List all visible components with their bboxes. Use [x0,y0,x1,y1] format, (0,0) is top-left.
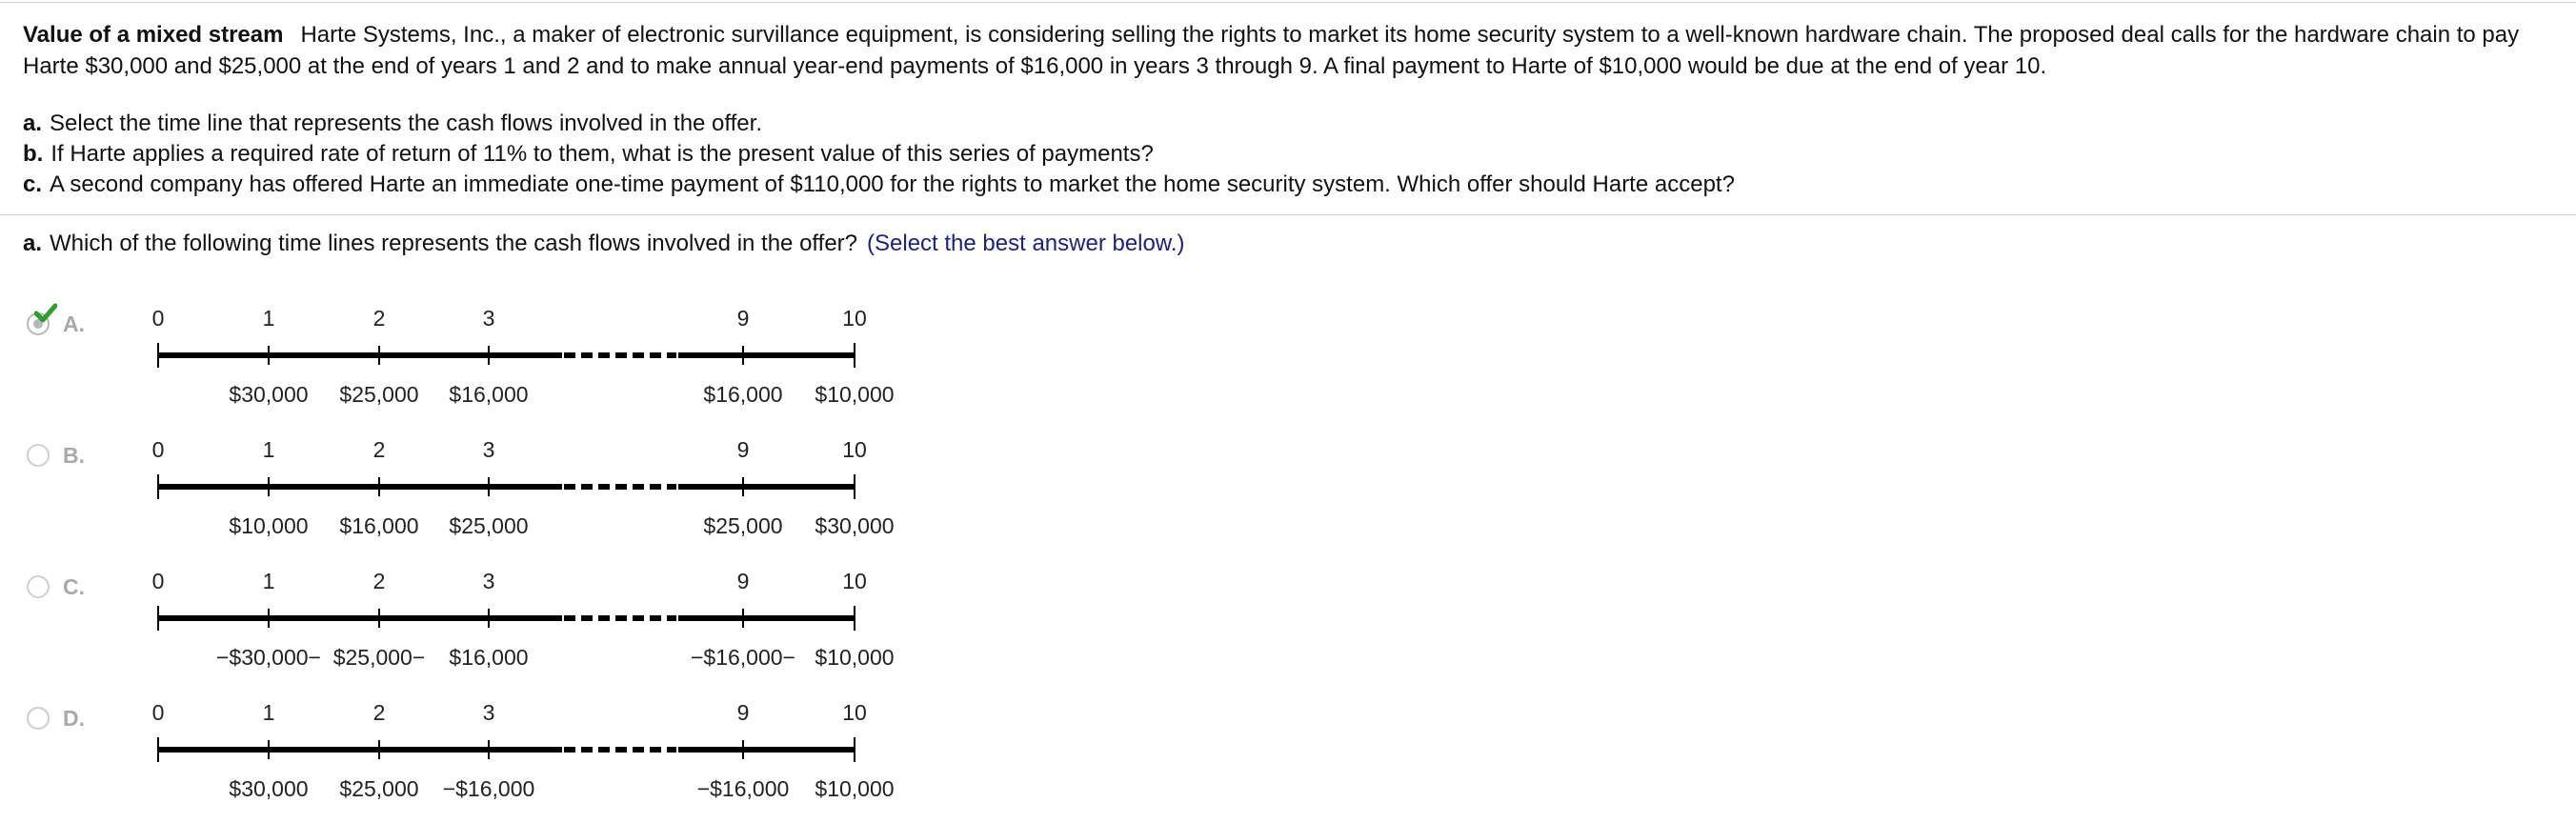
year-label: 2 [372,700,386,725]
part-b [23,139,1735,170]
cash-flow-label: $30,000 [229,382,309,407]
part-a-label: a. [23,110,43,136]
part-b-text: If Harte applies a required rate of return of 11% to them, what is the present value of this series of payments? [50,141,1154,167]
problem-intro: Harte Systems, Inc., a maker of electronic survillance equipment, is considering selling the rights to market its home security system to a well-known hardware chain. The proposed deal calls for the hardware chain to pay Harte $30,000 and $25,000 at the end of years 1 and 2 and to make annual year-end payments of $16,000 in years 3 through 9. A final payment to Harte of $10,000 would be due at the end of year 10. [23,22,2520,79]
cash-flow-label: $30,000 [815,513,895,538]
cash-flow-label: $16,000 [339,513,419,538]
option-a[interactable] [0,297,953,429]
option-label: C. [63,574,85,599]
cash-flow-label: $25,000 [339,382,419,407]
problem-parts [23,109,1735,200]
cash-flow-label: $25,000 [703,513,783,538]
cash-flow-label: −$16,000− [690,645,796,670]
year-label: 10 [842,569,867,593]
year-label: 3 [482,437,495,462]
section-divider [0,214,2576,215]
time-line [0,297,953,429]
question-label: a. [23,231,43,256]
question-hint: (Select the best answer below.) [867,231,1185,256]
year-label: 2 [372,569,386,593]
year-label: 10 [842,700,867,725]
year-label: 9 [736,700,750,725]
year-label: 9 [736,306,750,331]
cash-flow-label: $25,000 [339,776,419,801]
option-label: D. [63,706,85,731]
problem-title: Value of a mixed stream [23,22,284,48]
cash-flow-label: $10,000 [815,382,895,407]
year-label: 2 [372,437,386,462]
time-line [0,692,953,823]
cash-flow-label: $30,000 [229,776,309,801]
part-b-label: b. [23,141,44,167]
year-label: 1 [262,306,275,331]
year-label: 1 [262,700,275,725]
cash-flow-label: $16,000 [449,382,529,407]
part-c-text: A second company has offered Harte an immediate one-time payment of $110,000 for the rights to market the home security system. Which offer should Harte accept? [50,171,1735,197]
question-text: Which of the following time lines represents the cash flows involved in the offer? [50,231,858,256]
cash-flow-label: $10,000 [815,645,895,670]
year-label: 10 [842,437,867,462]
time-line [0,429,953,560]
year-label: 1 [262,569,275,593]
year-label: 10 [842,306,867,331]
option-label: A. [63,311,85,336]
part-a-text: Select the time line that represents the cash flows involved in the offer. [50,110,762,136]
part-c [23,170,1735,200]
year-label: 9 [736,569,750,593]
part-a [23,109,1735,139]
cash-flow-label: $10,000 [815,776,895,801]
year-label: 9 [736,437,750,462]
top-divider [0,2,2576,3]
year-label: 0 [151,700,165,725]
cash-flow-label: $10,000 [229,513,309,538]
year-label: 3 [482,569,495,593]
cash-flow-label: $25,000 [449,513,529,538]
option-d[interactable] [0,692,953,823]
cash-flow-label: −$30,000− [215,645,322,670]
cash-flow-label: $25,000− [332,645,426,670]
option-c[interactable] [0,560,953,692]
year-label: 3 [482,306,495,331]
year-label: 1 [262,437,275,462]
cash-flow-label: $16,000 [703,382,783,407]
question-prompt [23,229,1185,259]
part-c-label: c. [23,171,43,197]
year-label: 0 [151,306,165,331]
cash-flow-label: −$16,000 [696,776,790,801]
cash-flow-label: $16,000 [449,645,529,670]
cash-flow-label: −$16,000 [442,776,535,801]
option-label: B. [63,443,85,468]
option-b[interactable] [0,429,953,560]
year-label: 3 [482,700,495,725]
year-label: 0 [151,437,165,462]
problem-statement [23,19,2547,82]
time-line [0,560,953,692]
year-label: 0 [151,569,165,593]
year-label: 2 [372,306,386,331]
